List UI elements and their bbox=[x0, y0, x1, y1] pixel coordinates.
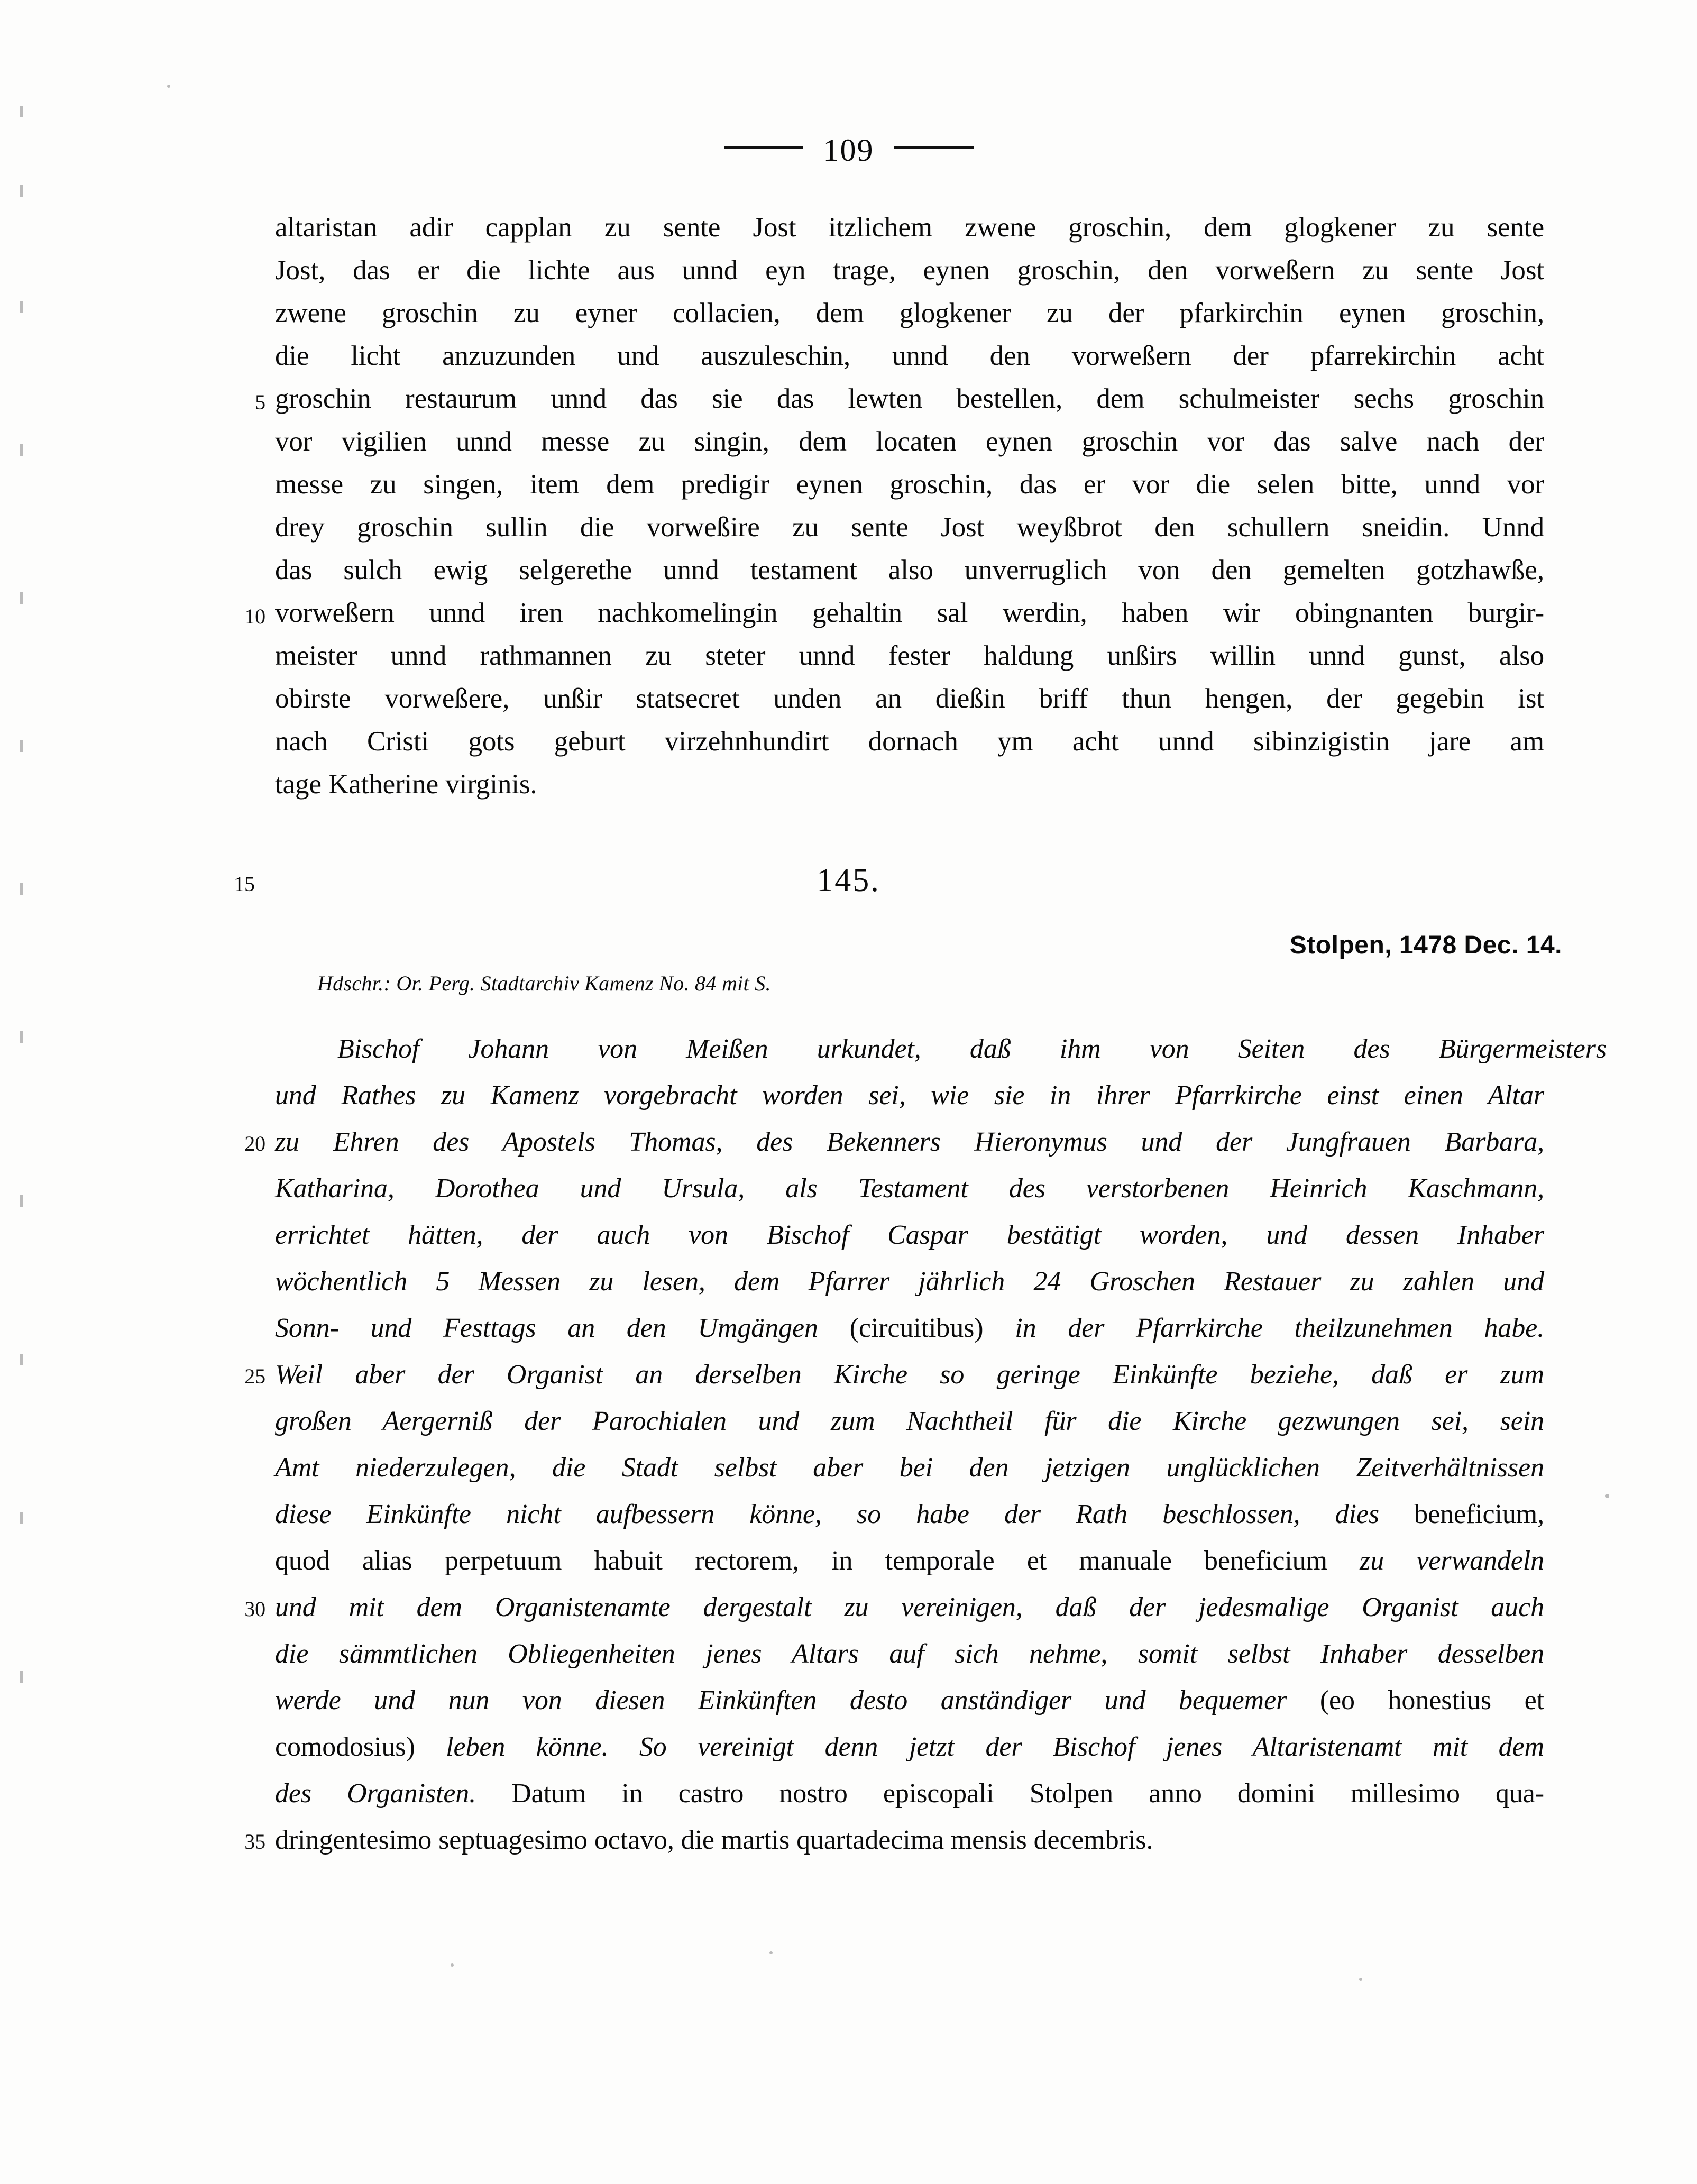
text-line bbox=[275, 463, 1544, 506]
text-run-italic: Amt niederzulegen, die Stadt selbst aber bei den jetzigen unglücklichen Zeitverhältnissen bbox=[275, 1453, 1544, 1483]
line-number-20: 20 bbox=[244, 1132, 265, 1155]
line-content bbox=[275, 1119, 1544, 1166]
line-number-25: 25 bbox=[244, 1364, 265, 1388]
line-content bbox=[275, 1212, 1544, 1259]
line-number-35: 35 bbox=[244, 1830, 265, 1853]
text-line bbox=[275, 1538, 1544, 1584]
text-line bbox=[275, 1259, 1544, 1305]
line-content bbox=[275, 1305, 1544, 1352]
text-line bbox=[275, 1677, 1544, 1724]
text-line bbox=[244, 592, 1544, 635]
text-run-italic: zu verwandeln bbox=[1360, 1546, 1544, 1576]
text-line bbox=[244, 1584, 1544, 1631]
line-content bbox=[275, 1631, 1544, 1677]
text-run-roman: quod alias perpetuum habuit rectorem, in temporale et manuale beneficium bbox=[275, 1546, 1360, 1576]
line-number-10: 10 bbox=[244, 604, 265, 628]
text-run-roman: (circuitibus) bbox=[849, 1313, 984, 1343]
text-run-italic: großen Aergerniß der Parochialen und zum Nachtheil für die Kirche gezwungen sei, sein bbox=[275, 1406, 1544, 1436]
charter-text-block bbox=[244, 206, 1544, 806]
dateline: Stolpen, 1478 Dec. 14. bbox=[1289, 931, 1562, 959]
line-content bbox=[275, 1584, 1544, 1631]
line-content: die licht anzuzunden und auszuleschin, unnd den vorweßern der pfarrekirchin acht bbox=[275, 341, 1544, 371]
scan-speck bbox=[167, 85, 170, 88]
line-content bbox=[275, 1072, 1544, 1119]
line-number-5: 5 bbox=[255, 390, 265, 414]
text-line bbox=[275, 1445, 1544, 1491]
text-run-italic: des Organisten. bbox=[275, 1778, 476, 1809]
text-run-roman: dringentesimo septuagesimo octavo, die martis quartadecima mensis decembris. bbox=[275, 1825, 1153, 1855]
text-line bbox=[275, 635, 1544, 677]
text-run-roman: (eo honestius et bbox=[1319, 1685, 1544, 1715]
text-line bbox=[275, 677, 1544, 720]
header-rule-right bbox=[894, 146, 974, 149]
text-run-italic: Katharina, Dorothea und Ursula, als Testament des verstorbenen Heinrich Kaschmann, bbox=[275, 1173, 1544, 1204]
scan-speck bbox=[769, 1951, 773, 1954]
page-number: 109 bbox=[823, 133, 874, 168]
line-content bbox=[275, 1538, 1544, 1584]
line-content bbox=[275, 1259, 1544, 1305]
line-content bbox=[275, 1770, 1544, 1817]
text-line bbox=[244, 1352, 1544, 1398]
line-content bbox=[275, 1026, 1607, 1072]
text-line bbox=[275, 549, 1544, 592]
text-line bbox=[255, 378, 1544, 420]
line-content: nach Cristi gots geburt virzehnhundirt dornach ym acht unnd sibinzigistin jare am bbox=[275, 726, 1544, 757]
scan-speck bbox=[1359, 1978, 1362, 1981]
text-run-italic: und mit dem Organistenamte dergestalt zu vereinigen, daß der jedesmalige Organist auch bbox=[275, 1592, 1544, 1622]
text-line bbox=[275, 420, 1544, 463]
text-run-italic: zu Ehren des Apostels Thomas, des Bekenners Hieronymus und der Jungfrauen Barbara, bbox=[275, 1127, 1544, 1157]
text-line bbox=[244, 1817, 1544, 1864]
text-line bbox=[275, 1491, 1544, 1538]
line-content: obirste vorweßere, unßir statsecret unden an dießin briff thun hengen, der gegebin ist bbox=[275, 683, 1544, 714]
line-content: Jost, das er die lichte aus unnd eyn trage, eynen groschin, den vorweßern zu sente Jost bbox=[275, 255, 1544, 286]
text-line bbox=[275, 763, 1544, 806]
line-content: groschin restaurum unnd das sie das lewten bestellen, dem schulmeister sechs groschin bbox=[275, 383, 1544, 414]
text-line bbox=[275, 1166, 1544, 1212]
text-run-italic: diese Einkünfte nicht aufbessern könne, so habe der Rath beschlossen, dies bbox=[275, 1499, 1415, 1529]
text-line bbox=[275, 249, 1544, 292]
line-content bbox=[275, 1445, 1544, 1491]
scan-speck bbox=[451, 1963, 454, 1967]
text-line bbox=[275, 335, 1544, 378]
text-run-italic: Weil aber der Organist an derselben Kirche so geringe Einkünfte beziehe, daß er zum bbox=[275, 1360, 1544, 1390]
line-content bbox=[275, 1724, 1544, 1770]
line-content: meister unnd rathmannen zu steter unnd fester haldung unßirs willin unnd gunst, also bbox=[275, 640, 1544, 671]
text-line bbox=[275, 720, 1544, 763]
line-content bbox=[275, 1817, 1544, 1864]
text-run-roman: Datum in castro nostro episcopali Stolpen anno domini millesimo qua- bbox=[476, 1778, 1544, 1809]
line-content bbox=[275, 1677, 1544, 1724]
line-content bbox=[275, 1491, 1544, 1538]
text-run-italic: Bischof Johann von Meißen urkundet, daß ihm von Seiten des Bürgermeisters bbox=[337, 1034, 1607, 1064]
line-content: altaristan adir capplan zu sente Jost itzlichem zwene groschin, dem glogkener zu sente bbox=[275, 212, 1544, 243]
text-run-italic: und Rathes zu Kamenz vorgebracht worden sei, wie sie in ihrer Pfarrkirche einst einen Altar bbox=[275, 1080, 1544, 1111]
scan-edge-artifacts bbox=[20, 74, 23, 1819]
text-line bbox=[275, 1398, 1544, 1445]
text-line bbox=[275, 1631, 1544, 1677]
line-content: vorweßern unnd iren nachkomelingin gehaltin sal werdin, haben wir obingnanten burgir- bbox=[275, 598, 1544, 628]
text-run-italic: werde und nun von diesen Einkünften desto anständiger und bequemer bbox=[275, 1685, 1320, 1715]
text-line bbox=[275, 292, 1544, 335]
text-run-italic: wöchentlich 5 Messen zu lesen, dem Pfarrer jährlich 24 Groschen Restauer zu zahlen und bbox=[275, 1267, 1544, 1297]
line-content bbox=[275, 1352, 1544, 1398]
line-content: messe zu singen, item dem predigir eynen groschin, das er vor die selen bitte, unnd vor bbox=[275, 469, 1544, 500]
line-content: drey groschin sullin die vorweßire zu sente Jost weyßbrot den schullern sneidin. Unnd bbox=[275, 512, 1544, 543]
text-line bbox=[275, 1212, 1544, 1259]
text-run-italic: leben könne. So vereinigt denn jetzt der Bischof jenes Altaristenamt mit dem bbox=[415, 1732, 1544, 1762]
text-run-italic: errichtet hätten, der auch von Bischof Caspar bestätigt worden, und dessen Inhaber bbox=[275, 1220, 1544, 1250]
text-run-italic: die sämmtlichen Obliegenheiten jenes Altars auf sich nehme, somit selbst Inhaber desselben bbox=[275, 1639, 1544, 1669]
section-number: 145. bbox=[817, 862, 880, 898]
text-run-italic: in der Pfarrkirche theilzunehmen habe. bbox=[983, 1313, 1544, 1343]
line-number-30: 30 bbox=[244, 1597, 265, 1621]
text-line bbox=[275, 506, 1544, 549]
line-content: tage Katherine virginis. bbox=[275, 769, 537, 800]
text-run-roman: beneficium, bbox=[1414, 1499, 1544, 1529]
line-content: vor vigilien unnd messe zu singin, dem locaten eynen groschin vor das salve nach der bbox=[275, 426, 1544, 457]
line-number-15: 15 bbox=[234, 872, 255, 896]
line-content: das sulch ewig selgerethe unnd testament also unverruglich von den gemelten gotzhawße, bbox=[275, 555, 1544, 585]
line-content bbox=[275, 1166, 1544, 1212]
source-note: Hdschr.: Or. Perg. Stadtarchiv Kamenz No. 84 mit S. bbox=[317, 971, 771, 995]
text-line bbox=[275, 1026, 1607, 1072]
text-line bbox=[275, 1305, 1544, 1352]
header-rule-left bbox=[724, 146, 803, 149]
line-content bbox=[275, 1398, 1544, 1445]
regest-summary-block bbox=[244, 1026, 1607, 1864]
running-head bbox=[0, 132, 1697, 169]
line-content: zwene groschin zu eyner collacien, dem glogkener zu der pfarkirchin eynen groschin, bbox=[275, 298, 1544, 328]
text-line bbox=[275, 1770, 1544, 1817]
text-line bbox=[244, 1119, 1544, 1166]
text-run-italic: Sonn- und Festtags an den Umgängen bbox=[275, 1313, 850, 1343]
text-line bbox=[275, 1724, 1544, 1770]
text-line bbox=[275, 206, 1544, 249]
text-line bbox=[275, 1072, 1544, 1119]
scan-speck bbox=[1605, 1494, 1609, 1498]
text-run-roman: comodosius) bbox=[275, 1732, 415, 1762]
